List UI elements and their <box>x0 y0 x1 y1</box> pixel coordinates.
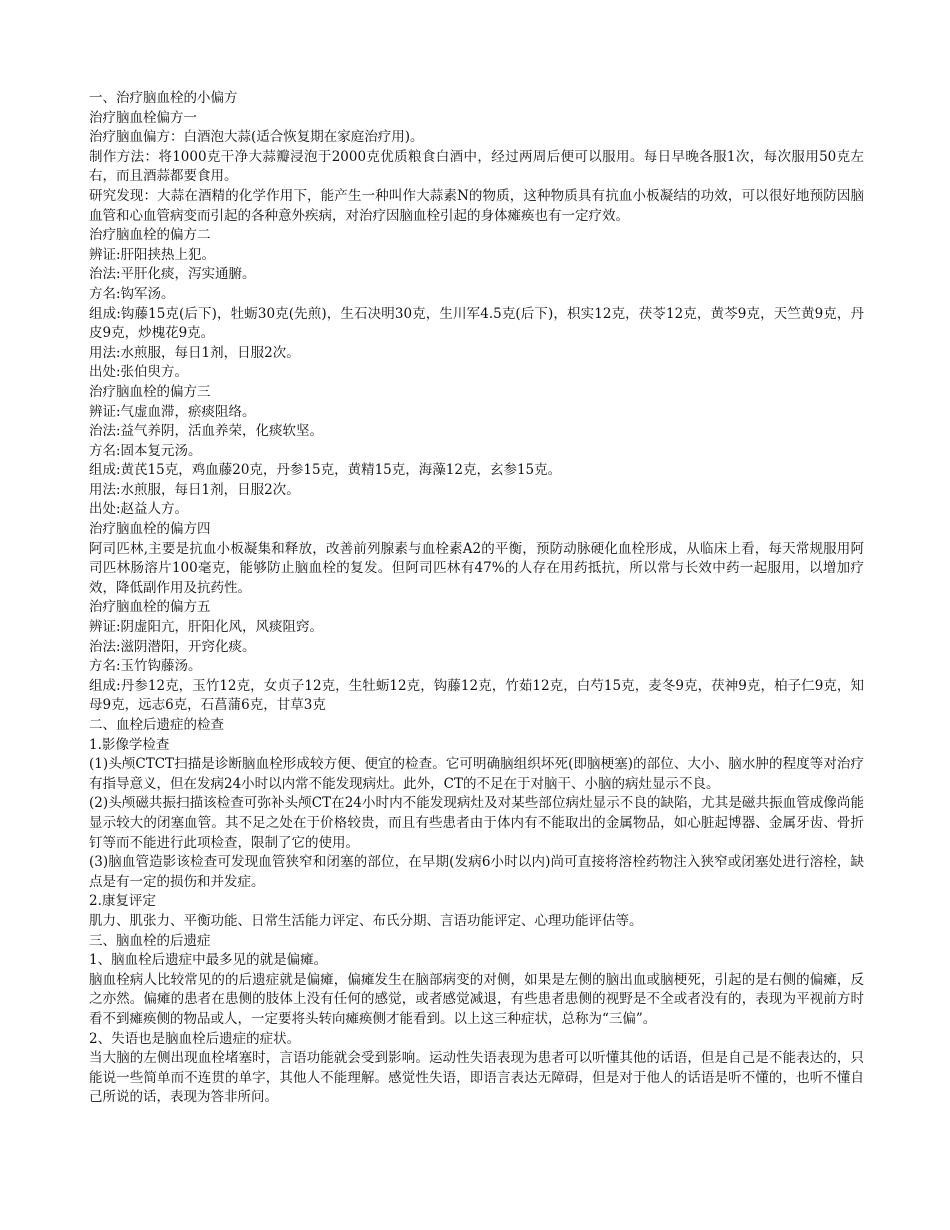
imaging-ct: (1)头颅CTCT扫描是诊断脑血栓形成较方便、便宜的检查。它可明确脑组织坏死(即脑梗塞)的部位、大小、脑水肿的程度等对治疗有指导意义，但在发病24小时以内常不能发现病灶。此外，CT的不足在于对脑干、小脑的病灶显示不良。 <box>89 756 864 792</box>
remedy-2-diagnosis: 辨证:肝阳挟热上犯。 <box>89 246 216 263</box>
remedy-title-3: 治疗脑血栓的偏方三 <box>89 383 211 400</box>
remedy-2-treatment: 治法:平肝化痰，泻实通腑。 <box>89 266 256 283</box>
sequela-aphasia-text: 当大脑的左侧出现血栓堵塞时，言语功能就会受到影响。运动性失语表现为患者可以听懂其他的话语，但是自己是不能表达的，只能说一些简单而不连贯的单字，其他人不能理解。感觉性失语，即语言表达无障碍，但是对于他人的话语是听不懂的，也听不懂自己所说的话，表现为答非所问。 <box>89 1050 864 1106</box>
remedy-3-treatment: 治法:益气养阴，活血养荣，化痰软坚。 <box>89 423 324 440</box>
section-heading-1: 一、治疗脑血栓的小偏方 <box>89 90 238 106</box>
remedy-2-usage: 用法:水煎服，每日1剂，日服2次。 <box>89 344 300 361</box>
imaging-mri: (2)头颅磁共振扫描该检查可弥补头颅CT在24小时内不能发现病灶及对某些部位病灶显示不良的缺陷，尤其是磁共振血管成像尚能显示较大的闭塞血管。其不足之处在于价格较贵，而且有些患者由于体内有不能取出的金属物品，如心脏起博器、金属牙齿、骨折钉等而不能进行此项检查，限制了它的使用。 <box>89 795 864 851</box>
remedy-3-source: 出处:赵益人方。 <box>89 501 189 518</box>
remedy-title-1: 治疗脑血栓偏方一 <box>89 109 197 126</box>
document-body <box>89 89 864 1108</box>
section-heading-3: 三、脑血栓的后遗症 <box>89 932 211 949</box>
rehab-assessment: 肌力、肌张力、平衡功能、日常生活能力评定、布氏分期、言语功能评定、心理功能评估等。 <box>89 912 643 929</box>
remedy-5-treatment: 治法:滋阴潜阳，开窍化痰。 <box>89 638 256 655</box>
subheading-rehab: 2.康复评定 <box>89 893 156 910</box>
sequela-hemiplegia-title: 1、脑血栓后遗症中最多见的就是偏瘫。 <box>89 952 328 969</box>
remedy-5-composition: 组成:丹参12克，玉竹12克，女贞子12克，生牡蛎12克，钩藤12克，竹茹12克，白芍15克，麦冬9克，茯神9克，柏子仁9克，知母9克，远志6克，石菖蒲6克，甘草3克 <box>89 677 864 714</box>
sequela-aphasia-title: 2、失语也是脑血栓后遗症的症状。 <box>89 1030 301 1047</box>
remedy-2-source: 出处:张伯臾方。 <box>89 364 189 381</box>
sequela-hemiplegia-text: 脑血栓病人比较常见的的后遗症就是偏瘫，偏瘫发生在脑部病变的对侧，如果是左侧的脑出血或脑梗死，引起的是右侧的偏瘫，反之亦然。偏瘫的患者在患侧的肢体上没有任何的感觉，或者感觉减退，有些患者患侧的视野是不全或者没有的，表现为平视前方时看不到瘫痪侧的物品或人，一定要将头转向瘫痪侧才能看到。以上这三种症状，总称为“三偏”。 <box>89 971 864 1027</box>
remedy-3-prescription-name: 方名:固本复元汤。 <box>89 442 202 459</box>
remedy-title-5: 治疗脑血栓的偏方五 <box>89 599 211 616</box>
remedy-2-composition: 组成:钩藤15克(后下)，牡蛎30克(先煎)，生石决明30克，生川军4.5克(后下)，枳实12克，茯苓12克，黄芩9克，天竺黄9克，丹皮9克，炒槐花9克。 <box>89 305 864 342</box>
remedy-3-diagnosis: 辨证:气虚血滞，瘀痰阻络。 <box>89 403 256 420</box>
imaging-angiography: (3)脑血管造影该检查可发现血管狭窄和闭塞的部位，在早期(发病6小时以内)尚可直接将溶栓药物注入狭窄或闭塞处进行溶栓，缺点是有一定的损伤和并发症。 <box>89 854 864 890</box>
remedy-1-research: 研究发现：大蒜在酒精的化学作用下，能产生一种叫作大蒜素N的物质，这种物质具有抗血小板凝结的功效，可以很好地预防因脑血管和心血管病变而引起的各种意外疾病，对治疗因脑血栓引起的身体瘫痪也有一定疗效。 <box>89 187 864 224</box>
remedy-3-usage: 用法:水煎服，每日1剂，日服2次。 <box>89 481 300 498</box>
subheading-imaging: 1.影像学检查 <box>89 736 170 753</box>
remedy-5-prescription-name: 方名:玉竹钩藤汤。 <box>89 658 202 675</box>
remedy-1-method: 制作方法：将1000克干净大蒜瓣浸泡于2000克优质粮食白酒中，经过两周后便可以服用。每日早晚各服1次，每次服用50克左右，而且酒蒜都要食用。 <box>89 148 864 185</box>
remedy-1-name: 治疗脑血偏方：白酒泡大蒜(适合恢复期在家庭治疗用)。 <box>89 129 424 146</box>
remedy-title-2: 治疗脑血栓的偏方二 <box>89 227 211 244</box>
section-heading-2: 二、血栓后遗症的检查 <box>89 717 224 733</box>
remedy-5-diagnosis: 辨证:阴虚阳亢，肝阳化风，风痰阻窍。 <box>89 619 324 636</box>
remedy-title-4: 治疗脑血栓的偏方四 <box>89 521 211 538</box>
remedy-2-prescription-name: 方名:钩军汤。 <box>89 285 175 302</box>
remedy-3-composition: 组成:黄芪15克，鸡血藤20克，丹参15克，黄精15克，海藻12克，玄参15克。 <box>89 462 562 479</box>
remedy-4-description: 阿司匹林,主要是抗血小板凝集和释放，改善前列腺素与血栓素A2的平衡，预防动脉硬化血栓形成，从临床上看，每天常规服用阿司匹林肠溶片100毫克，能够防止脑血栓的复发。但阿司匹林有47%的人存在用药抵抗，所以常与长效中药一起服用，以增加疗效，降低副作用及抗药性。 <box>89 540 864 596</box>
